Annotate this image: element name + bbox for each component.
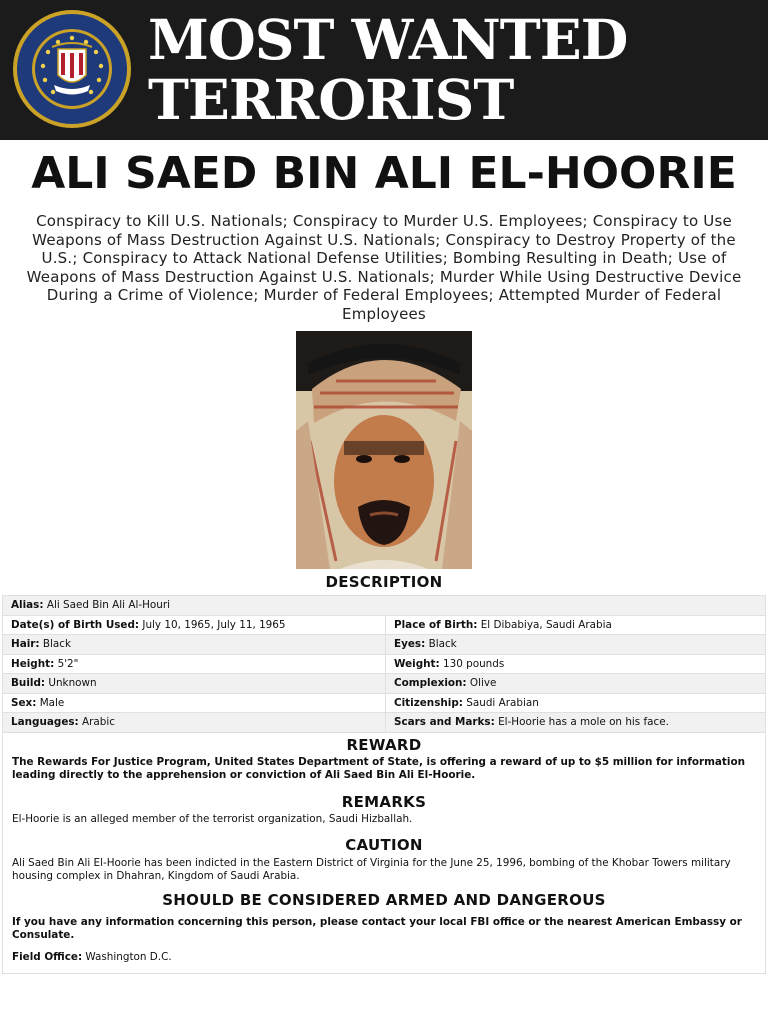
height-cell (3, 654, 386, 674)
table-row (3, 674, 766, 694)
pob-value: El Dibabiya, Saudi Arabia (480, 618, 612, 631)
languages-cell (3, 713, 386, 733)
hair-cell (3, 635, 386, 655)
complexion-label: Complexion: (394, 677, 467, 690)
field-office (12, 951, 756, 964)
field-office-label: Field Office: (12, 951, 83, 963)
sex-cell (3, 693, 386, 713)
build-cell (3, 674, 386, 694)
height-value: 5'2" (57, 657, 79, 670)
sex-value: Male (39, 696, 65, 709)
citizenship-label: Citizenship: (394, 696, 463, 709)
alias-value: Ali Saed Bin Ali Al-Houri (46, 599, 171, 612)
complexion-cell (386, 674, 766, 694)
scars-value: El-Hoorie has a mole on his face. (498, 716, 669, 729)
weight-label: Weight: (394, 657, 440, 670)
table-row (3, 654, 766, 674)
citizenship-value: Saudi Arabian (466, 696, 539, 709)
languages-value: Arabic (82, 716, 115, 729)
banner-title-line1: MOST WANTED (148, 7, 628, 72)
weight-cell (386, 654, 766, 674)
table-row (3, 615, 766, 635)
table-row (3, 596, 766, 616)
header-banner (0, 0, 768, 140)
eyes-label: Eyes: (394, 638, 426, 651)
table-row (3, 693, 766, 713)
build-value: Unknown (48, 677, 97, 690)
armed-dangerous-heading: SHOULD BE CONSIDERED ARMED AND DANGEROUS (162, 891, 606, 909)
height-label: Height: (11, 657, 55, 670)
build-label: Build: (11, 677, 46, 690)
pob-label: Place of Birth: (394, 618, 478, 631)
scars-cell (386, 713, 766, 733)
alias-cell (3, 596, 766, 616)
table-row (3, 713, 766, 733)
dob-value: July 10, 1965, July 11, 1965 (142, 618, 286, 631)
eyes-cell (386, 635, 766, 655)
description-heading: DESCRIPTION (325, 573, 443, 591)
languages-label: Languages: (11, 716, 79, 729)
dob-cell (3, 615, 386, 635)
contact-text: If you have any information concerning this person, please contact your local FBI office or the nearest American Embassy or Consulate. (12, 916, 742, 941)
reward-text: The Rewards For Justice Program, United States Department of State, is offering a reward of up to $5 million for information leading directly to the apprehension or conviction of Ali Saed Bin Ali El-Hoorie. (12, 756, 746, 781)
remarks-text: El-Hoorie is an alleged member of the terrorist organization, Saudi Hizballah. (12, 813, 413, 825)
citizenship-cell (386, 693, 766, 713)
field-office-value: Washington D.C. (85, 951, 172, 963)
weight-value: 130 pounds (442, 657, 505, 670)
reward-heading: REWARD (346, 736, 422, 754)
caution-heading: CAUTION (345, 836, 423, 854)
fbi-seal-icon (12, 9, 132, 129)
hair-label: Hair: (11, 638, 40, 651)
alias-label: Alias: (11, 599, 44, 612)
description-table (2, 595, 766, 733)
pob-cell (386, 615, 766, 635)
banner-title (148, 7, 628, 132)
caution-text: Ali Saed Bin Ali El-Hoorie has been indicted in the Eastern District of Virginia for the June 25, 1996, bombing of the Khobar Towers military housing complex in Dhahran, Kingdom of Saudi Arabia. (12, 857, 731, 882)
dob-label: Date(s) of Birth Used: (11, 618, 140, 631)
table-row (3, 635, 766, 655)
charges-text: Conspiracy to Kill U.S. Nationals; Conspiracy to Murder U.S. Employees; Conspiracy to Use Weapons of Mass Destruction Against U.S. Nationals; Conspiracy to Destroy Property of the U.S.; Conspiracy to Attack National Defense Utilities; Bombing Resulting in Death; Use of Weapons of Mass Destruction Against U.S. Nationals; Murder While Using Destructive Device During a Crime of Violence; Murder of Federal Employees; Attempted Murder of Federal Employees (26, 212, 742, 323)
eyes-value: Black (428, 638, 457, 651)
banner-title-line2: TERRORIST (148, 67, 514, 132)
sex-label: Sex: (11, 696, 37, 709)
scars-label: Scars and Marks: (394, 716, 495, 729)
subject-name: ALI SAED BIN ALI EL-HOORIE (31, 148, 737, 199)
complexion-value: Olive (469, 677, 497, 690)
subject-photo (296, 331, 472, 569)
remarks-heading: REMARKS (341, 793, 427, 811)
hair-value: Black (42, 638, 71, 651)
